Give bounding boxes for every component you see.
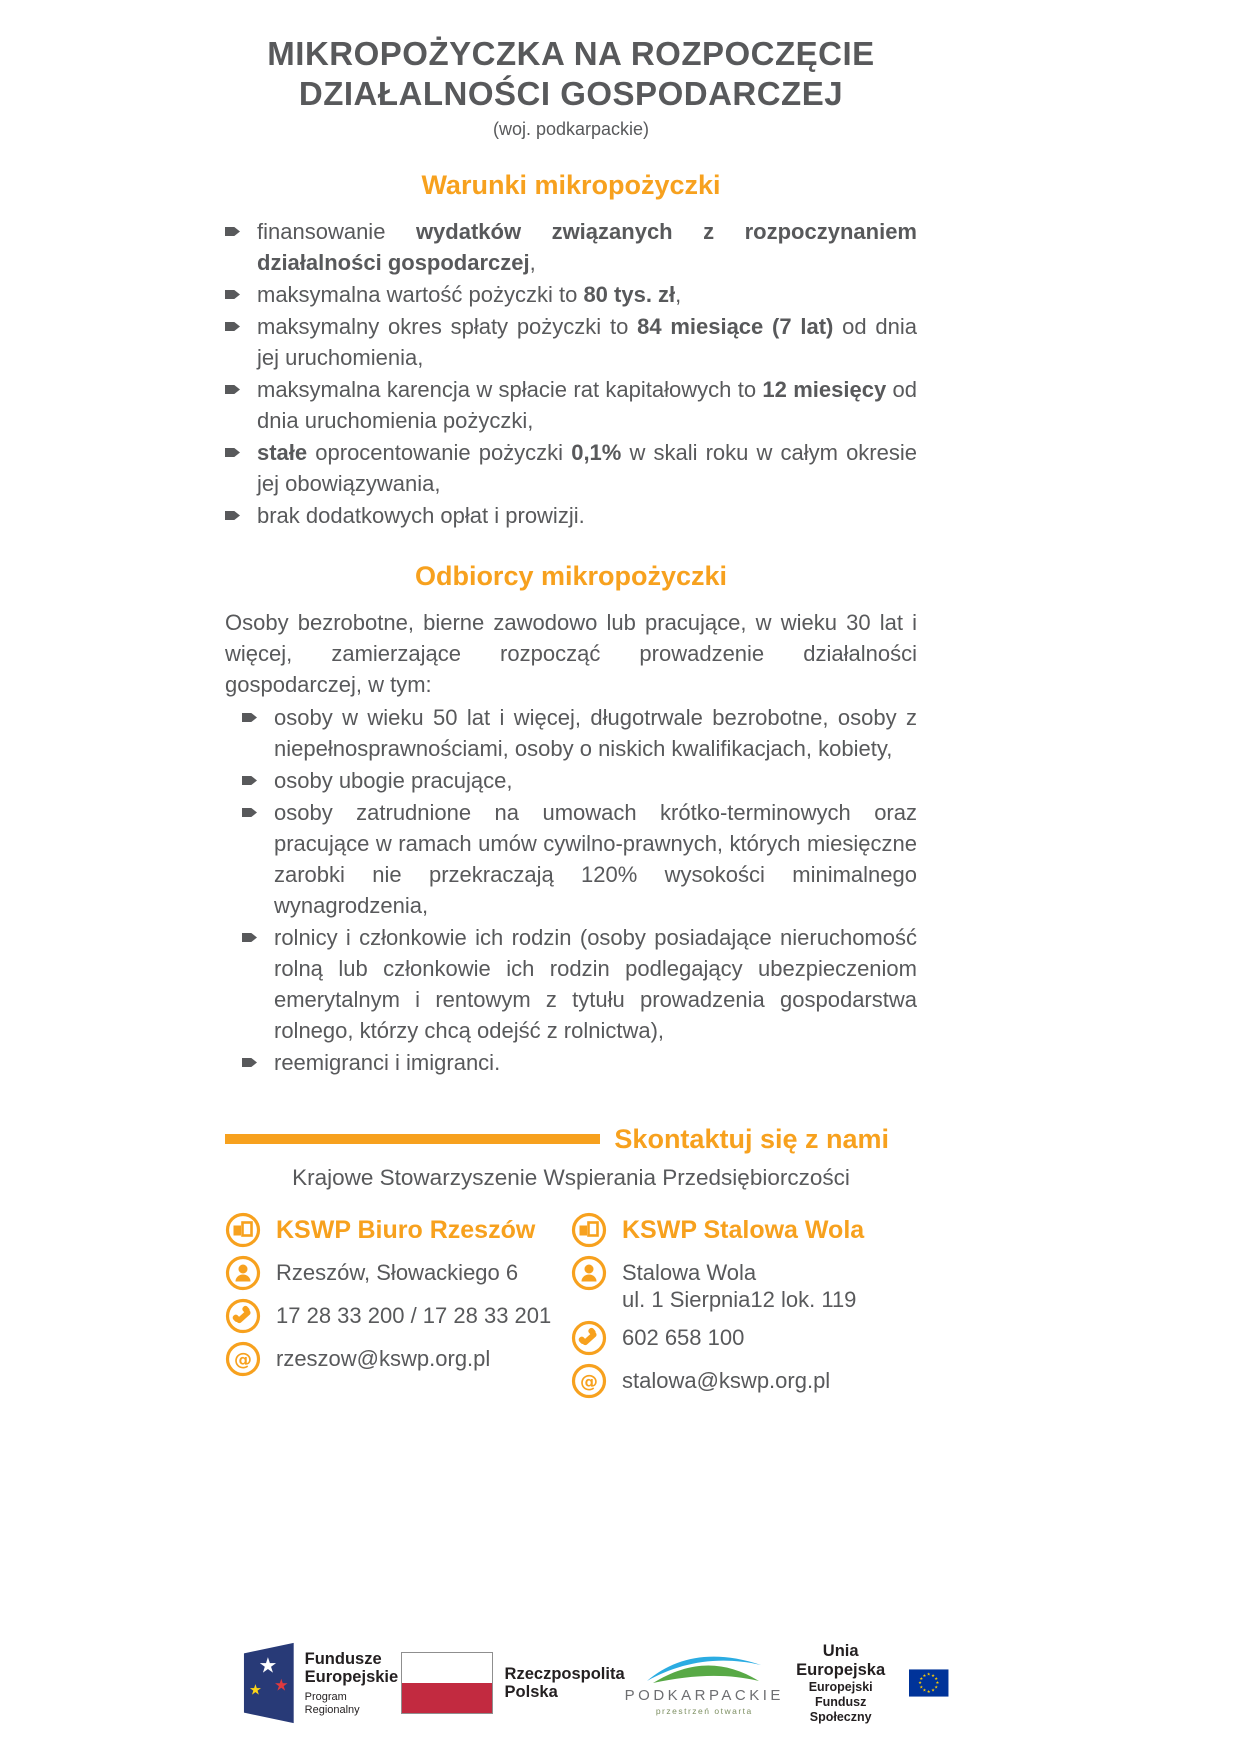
bullet-text: rolnicy i członkowie ich rodzin (osoby posiadające nieruchomość rolną lub członkowie ich rodzin podlegający ubezpieczeniom emerytalnym i rentowym z tytułu prowadzenia gospodarstwa rolnego, którzy chcą odejść z rolnictwa), (274, 925, 917, 1043)
orange-rule (225, 1134, 600, 1144)
svg-text:@: @ (234, 1349, 252, 1371)
list-item (242, 702, 917, 764)
office-address-line2: ul. 1 Sierpnia12 lok. 119 (622, 1287, 857, 1312)
office-email: stalowa@kswp.org.pl (622, 1368, 831, 1393)
logo-line: Fundusze (304, 1649, 382, 1668)
location-icon (571, 1255, 607, 1291)
page-subtitle: (woj. podkarpackie) (492, 119, 650, 139)
arrow-bullet-icon (242, 776, 257, 785)
svg-text:★: ★ (931, 1688, 936, 1694)
svg-text:★: ★ (922, 1673, 927, 1679)
svg-text:★: ★ (934, 1685, 939, 1691)
list-item (225, 311, 917, 373)
svg-text:★: ★ (919, 1676, 924, 1682)
office-email-row (225, 1341, 571, 1377)
logo-text (305, 1650, 401, 1717)
bullet-text: osoby ubogie pracujące, (274, 768, 513, 793)
phone-icon (571, 1320, 607, 1356)
arrow-bullet-icon (225, 385, 240, 394)
logo-text (784, 1642, 897, 1725)
office-icon (225, 1212, 261, 1248)
office-address-row (225, 1255, 571, 1291)
svg-text:★: ★ (927, 1689, 932, 1695)
eu-flag-icon (909, 1661, 948, 1705)
office-name-row (225, 1212, 571, 1248)
svg-text:★: ★ (918, 1681, 923, 1687)
logo-fundusze-europejskie (243, 1639, 401, 1727)
email-icon (225, 1341, 261, 1377)
list-item (242, 797, 917, 921)
bullet-text: osoby zatrudnione na umowach krótko-terminowych oraz pracujące w ramach umów cywilno-prawnych, których miesięczne zarobki nie przekraczają 120% wysokości minimalnego wynagrodzenia, (274, 800, 917, 918)
arrow-bullet-icon (242, 1058, 257, 1067)
svg-text:★: ★ (935, 1681, 940, 1687)
bullet-text: osoby w wieku 50 lat i więcej, długotrwale bezrobotne, osoby z niepełnosprawnościami, osoby o niskich kwalifikacjach, kobiety, (274, 705, 917, 761)
svg-text:★: ★ (249, 1682, 262, 1699)
logo-line: Europejskie (304, 1667, 399, 1686)
page-title-line1: MIKROPOŻYCZKA NA ROZPOCZĘCIE (267, 35, 875, 72)
bullet-text: stałe oprocentowanie pożyczki 0,1% w skali roku w całym okresie jej obowiązywania, (257, 440, 917, 496)
list-item (225, 216, 917, 278)
bullet-text: maksymalna wartość pożyczki to 80 tys. zł, (257, 282, 682, 307)
location-icon (225, 1255, 261, 1291)
office-phone-row (225, 1298, 571, 1334)
bullet-text: reemigranci i imigranci. (274, 1050, 501, 1075)
arrow-bullet-icon (225, 322, 240, 331)
logo-subline: przestrzeń otwarta (655, 1705, 753, 1716)
flyer-content (225, 0, 917, 1406)
list-item (242, 1047, 917, 1078)
page-title-line2: DZIAŁALNOŚCI GOSPODARCZEJ (298, 75, 844, 112)
poland-flag-icon (401, 1652, 493, 1714)
arrow-bullet-icon (225, 227, 240, 236)
office-stalowa-wola (571, 1212, 917, 1406)
contact-offices (225, 1212, 917, 1406)
arrow-bullet-icon (242, 808, 257, 817)
bullet-text: maksymalna karencja w spłacie rat kapitałowych to 12 miesięcy od dnia uruchomienia pożyczki, (257, 377, 918, 433)
logo-rzeczpospolita-polska (401, 1652, 625, 1714)
office-address: Rzeszów, Słowackiego 6 (276, 1260, 519, 1285)
contact-header (225, 1124, 917, 1154)
logo-line: Unia Europejska (796, 1641, 886, 1679)
logo-text (505, 1665, 625, 1701)
bullet-text: finansowanie wydatków związanych z rozpoczynaniem działalności gospodarczej, (257, 219, 917, 275)
svg-text:@: @ (580, 1371, 598, 1393)
list-item (225, 437, 917, 499)
svg-text:★: ★ (258, 1652, 278, 1678)
svg-text:★: ★ (931, 1673, 936, 1679)
svg-text:★: ★ (934, 1676, 939, 1682)
office-phone-row (571, 1320, 917, 1356)
phone-icon (225, 1298, 261, 1334)
arrow-bullet-icon (242, 933, 257, 942)
svg-text:★: ★ (922, 1688, 927, 1694)
office-name: KSWP Stalowa Wola (622, 1216, 865, 1244)
office-phone: 602 658 100 (622, 1325, 745, 1350)
office-name: KSWP Biuro Rzeszów (276, 1216, 536, 1244)
section-heading-warunki: Warunki mikropożyczki (421, 170, 721, 200)
list-item (225, 374, 917, 436)
odbiorcy-list (242, 702, 917, 1078)
office-name-row (571, 1212, 917, 1248)
email-icon (571, 1363, 607, 1399)
list-item (242, 922, 917, 1046)
office-email: rzeszow@kswp.org.pl (276, 1346, 491, 1371)
contact-heading: Skontaktuj się z nami (614, 1124, 889, 1154)
fundusze-europejskie-flag-icon (243, 1639, 295, 1727)
page-title (225, 34, 917, 114)
arrow-bullet-icon (225, 290, 240, 299)
podkarpackie-swoosh-icon (645, 1651, 763, 1685)
svg-text:★: ★ (919, 1685, 924, 1691)
warunki-list (225, 216, 917, 531)
logo-line: Europejski Fundusz Społeczny (808, 1679, 873, 1724)
logo-unia-europejska (784, 1642, 949, 1725)
organization-name: Krajowe Stowarzyszenie Wspierania Przedsiębiorczości (292, 1165, 850, 1190)
logo-podkarpackie (625, 1651, 784, 1716)
svg-text:★: ★ (273, 1675, 289, 1695)
section-heading-odbiorcy: Odbiorcy mikropożyczki (414, 561, 728, 591)
logo-line: PODKARPACKIE (624, 1686, 784, 1704)
arrow-bullet-icon (242, 713, 257, 722)
logo-subline: Program Regionalny (304, 1690, 360, 1716)
footer-logo-strip (243, 1638, 940, 1728)
svg-text:★: ★ (927, 1672, 932, 1678)
list-item (225, 279, 917, 310)
odbiorcy-intro: Osoby bezrobotne, bierne zawodowo lub pracujące, w wieku 30 lat i więcej, zamierzające rozpocząć prowadzenie działalności gospodarczej, w tym: (225, 610, 917, 697)
list-item (242, 765, 917, 796)
logo-line: Polska (504, 1683, 558, 1701)
arrow-bullet-icon (225, 511, 240, 520)
office-address-row (571, 1255, 917, 1313)
office-icon (571, 1212, 607, 1248)
list-item (225, 500, 917, 531)
logo-line: Rzeczpospolita (504, 1665, 625, 1683)
office-phone: 17 28 33 200 / 17 28 33 201 (276, 1303, 552, 1328)
office-address-line1: Stalowa Wola (622, 1260, 757, 1285)
office-rzeszow (225, 1212, 571, 1406)
office-email-row (571, 1363, 917, 1399)
office-address (622, 1255, 856, 1313)
bullet-text: brak dodatkowych opłat i prowizji. (257, 503, 585, 528)
bullet-text: maksymalny okres spłaty pożyczki to 84 miesiące (7 lat) od dnia jej uruchomienia, (257, 314, 917, 370)
arrow-bullet-icon (225, 448, 240, 457)
